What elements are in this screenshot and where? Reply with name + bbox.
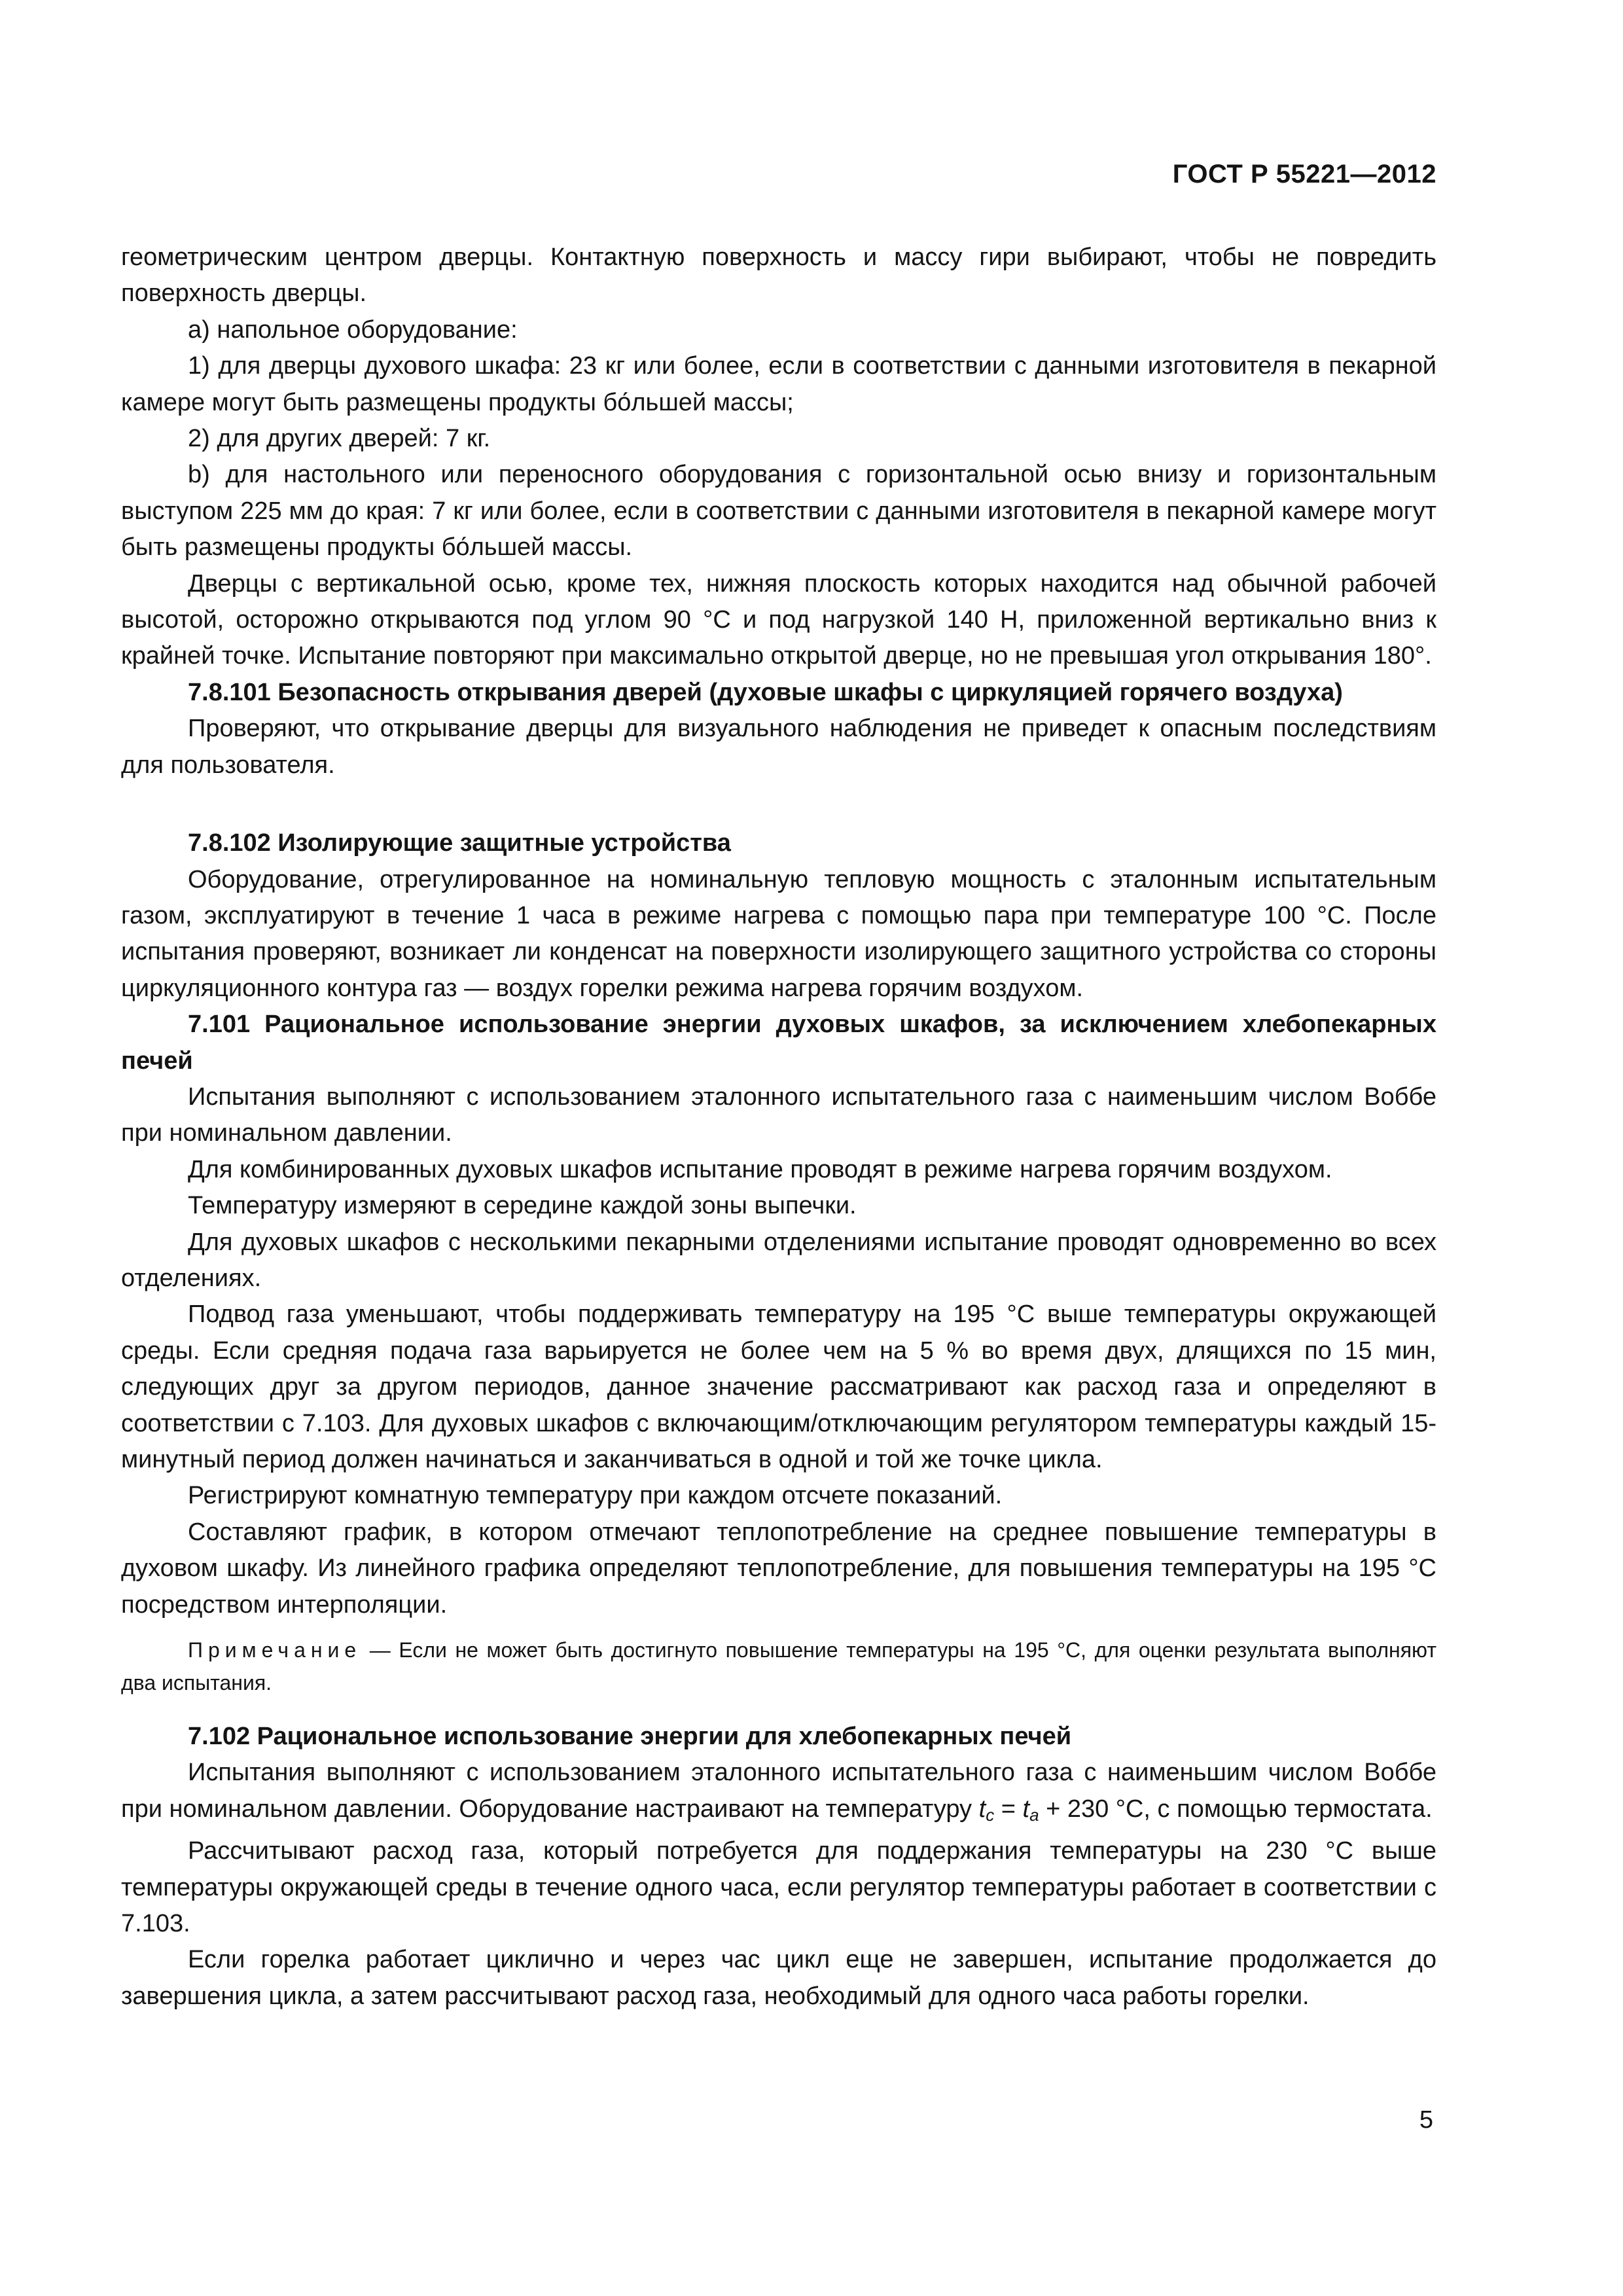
paragraph [121,1755,1436,1833]
formula-var: t [978,1795,986,1823]
list-item: a) напольное оборудование: [188,315,518,344]
paragraph: Для комбинированных духовых шкафов испытание проводят в режиме нагрева горячим воздухом. [188,1155,1332,1183]
paragraph: Регистрируют комнатную температуру при каждом отсчете показаний. [188,1482,1003,1510]
note [121,1634,1436,1699]
section-heading: 7.101 Рациональное использование энергии духовых шкафов, за исключением хлебопекарных печей [121,1011,1436,1075]
formula-var: t [1022,1795,1030,1823]
document-code: ГОСТ Р 55221—2012 [1172,160,1436,188]
paragraph: Температуру измеряют в середине каждой зоны выпечки. [188,1192,857,1220]
paragraph: Подвод газа уменьшают, чтобы поддерживать температуру на 195 °С выше температуры окружающей среды. Если средняя подача газа варьируется не более чем на 5 % во время двух, длящихся по 15 мин, следующих друг за другом периодов, данное значение рассматривают как расход газа и определяют в соответствии с 7.103. Для духовых шкафов с включающим/отключающим регулятором температуры каждый 15-минутный период должен начинаться и заканчиваться в одной и той же точке цикла. [121,1300,1436,1473]
paragraph: Составляют график, в котором отмечают теплопотребление на среднее повышение температуры в духовом шкафу. Из линейного графика определяют теплопотребление, для повышения температуры на 195 °С посредством интерполяции. [121,1518,1436,1619]
paragraph: Дверцы с вертикальной осью, кроме тех, нижняя плоскость которых находится над обычной рабочей высотой, осторожно открываются под углом 90 °С и под нагрузкой 140 Н, приложенной вертикально вниз к крайней точке. Испытание повторяют при максимально открытой дверце, но не превышая угол открывания 180°. [121,569,1436,670]
text-run: Испытания выполняют с использованием эталонного испытательного газа с наименьшим числом Воббе при номинальном давлении. Оборудование настраивают на температуру [121,1759,1436,1823]
document-body [121,240,1436,2015]
paragraph: Рассчитывают расход газа, который потребуется для поддержания температуры на 230 °С выше температуры окружающей среды в течение одного часа, если регулятор температуры работает в соответствии с 7.103. [121,1837,1436,1938]
paragraph: Для духовых шкафов с несколькими пекарными отделениями испытание проводят одновременно во всех отделениях. [121,1228,1436,1292]
formula-sub: c [986,1804,995,1825]
list-item: b) для настольного или переносного оборудования с горизонтальной осью внизу и горизонтальным выступом 225 мм до края: 7 кг или более, если в соответствии с данными изготовителя в пекарной камере могут быть размещены продукты бо́льшей массы. [121,461,1436,562]
section-heading: 7.102 Рациональное использование энергии для хлебопекарных печей [188,1723,1072,1751]
text-run: + 230 °С, с помощью термостата. [1039,1795,1433,1823]
paragraph: Испытания выполняют с использованием эталонного испытательного газа с наименьшим числом Воббе при номинальном давлении. [121,1083,1436,1147]
list-item: 1) для дверцы духового шкафа: 23 кг или более, если в соответствии с данными изготовителя в пекарной камере могут быть размещены продукты бо́льшей массы; [121,352,1436,416]
note-label: Примечание [188,1638,362,1662]
paragraph: геометрическим центром дверцы. Контактную поверхность и массу гири выбирают, чтобы не повредить поверхность дверцы. [121,243,1436,308]
list-item: 2) для других дверей: 7 кг. [188,425,491,453]
section-heading: 7.8.101 Безопасность открывания дверей (духовые шкафы с циркуляцией горячего воздуха) [188,678,1343,706]
page-number: 5 [1419,2106,1433,2134]
section-heading: 7.8.102 Изолирующие защитные устройства [188,829,731,857]
note-text: — Если не может быть достигнуто повышение температуры на 195 °С, для оценки результата выполняют два испытания. [121,1638,1436,1695]
paragraph: Если горелка работает циклично и через час цикл еще не завершен, испытание продолжается до завершения цикла, а затем рассчитывают расход газа, необходимый для одного часа работы горелки. [121,1946,1436,2010]
paragraph: Оборудование, отрегулированное на номинальную тепловую мощность с эталонным испытательным газом, эксплуатируют в течение 1 часа в режиме нагрева с помощью пара при температуре 100 °С. После испытания проверяют, возникает ли конденсат на поверхности изолирующего защитного устройства со стороны циркуляционного контура газ — воздух горелки режима нагрева горячим воздухом. [121,865,1436,1002]
paragraph: Проверяют, что открывание дверцы для визуального наблюдения не приведет к опасным последствиям для пользователя. [121,715,1436,779]
formula-sub: a [1029,1804,1039,1825]
formula-eq: = [994,1795,1023,1823]
